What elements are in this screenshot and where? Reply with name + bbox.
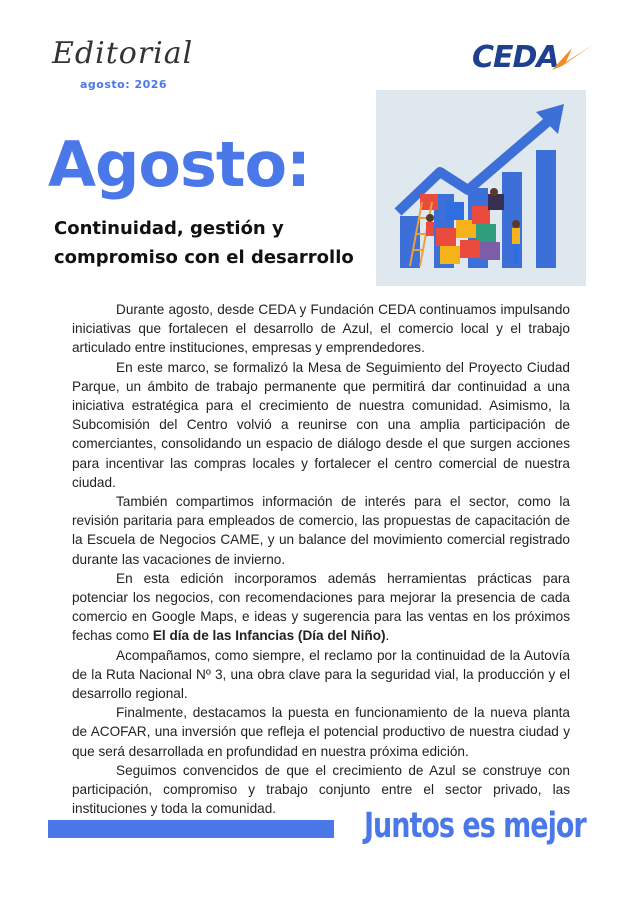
paragraph: Durante agosto, desde CEDA y Fundación CEDA continuamos impulsando iniciativas que fortalecen el desarrollo de Azul, el comercio local y el trabajo articulado entre instituciones, empresas y emprendedores. — [72, 302, 570, 356]
paragraph: Acompañamos, como siempre, el reclamo por la continuidad de la Autovía de la Ruta Nacional Nº 3, una obra clave para la seguridad vial, la producción y el desarrollo regional. — [72, 647, 570, 702]
paragraph: Seguimos convencidos de que el crecimiento de Azul se construye con participación, compromiso y trabajo conjunto entre el sector privado, las instituciones y toda la comunidad. — [72, 762, 570, 817]
growth-illustration — [376, 90, 586, 286]
paragraph-end: . — [385, 628, 390, 644]
footer-accent-bar — [48, 820, 334, 838]
page-subtitle: Continuidad, gestión y compromiso con el desarrollo — [54, 218, 354, 268]
paragraph-text: En esta edición incorporamos además herramientas prácticas para potenciar los negocios, con recomendaciones para mejorar la presencia de cada comercio en Google Maps, e ideas y sugerencia para las ventas en los próximos fechas como — [72, 570, 570, 644]
footer-slogan: Juntos es mejor — [364, 806, 586, 847]
ceda-logo — [472, 40, 598, 74]
article-body — [72, 300, 570, 818]
paragraph: Finalmente, destacamos la puesta en funcionamiento de la nueva planta de ACOFAR, una inversión que refleja el potencial productivo de nuestra ciudad y que será desarrollada en profundidad en nuestra próxima edición. — [72, 705, 570, 759]
logo-swoosh-icon — [532, 42, 598, 72]
paragraph: También compartimos información de interés para el sector, como la revisión paritaria para empleados de comercio, las propuestas de capacitación de la Escuela de Negocios CAME, y un balance del movimiento comercial registrado durante las vacaciones de invierno. — [72, 494, 570, 567]
paragraph: En este marco, se formalizó la Mesa de Seguimiento del Proyecto Ciudad Parque, un ámbito de trabajo permanente que permitirá dar continuidad a una iniciativa estratégica para el crecimiento de nuestra comunidad. Asimismo, la Subcomisión del Centro volvió a reunirse con una amplia participación de comerciantes, consolidando un espacio de diálogo desde el que surgen acciones para incentivar las compras locales y fortalecer el centro comercial de nuestra ciudad. — [72, 359, 570, 490]
page-title: Agosto: — [48, 128, 310, 201]
chart-bar-icon — [536, 150, 556, 268]
paragraph — [72, 569, 570, 646]
bold-event-name: El día de las Infancias (Día del Niño) — [152, 628, 386, 644]
issue-date: agosto: 2026 — [80, 78, 168, 91]
logo-text: CEDA — [472, 40, 559, 75]
section-label: Editorial — [52, 36, 194, 71]
